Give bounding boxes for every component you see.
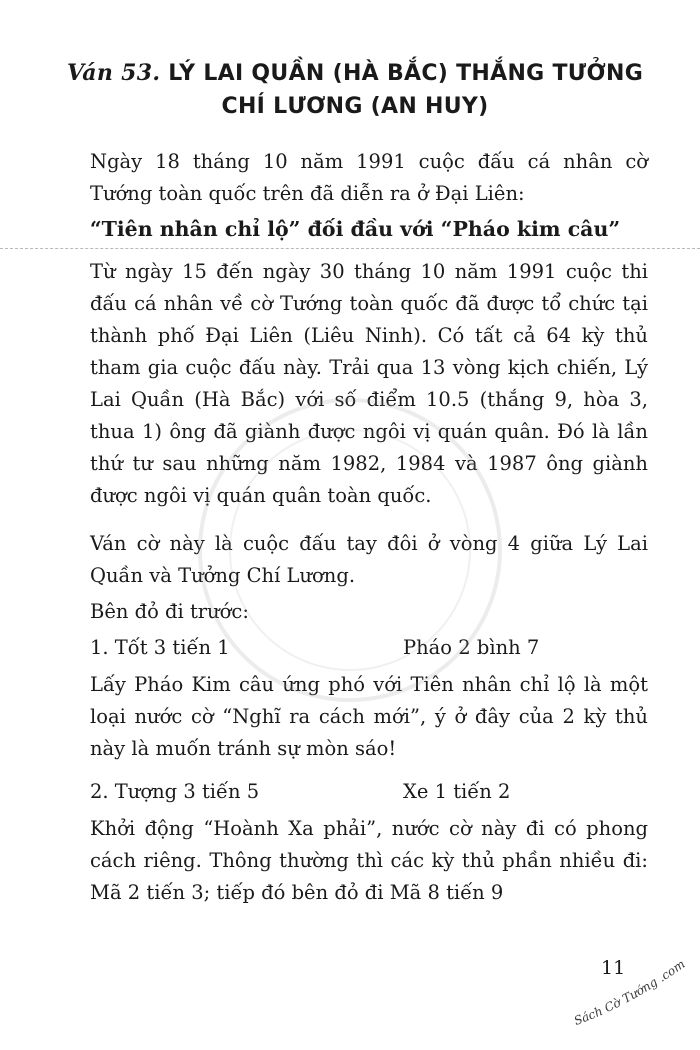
title-line-1: LÝ LAI QUẦN (HÀ BẮC) THẮNG TƯỞNG [160,61,644,86]
intro-paragraph: Ngày 18 tháng 10 năm 1991 cuộc đấu cá nhân cờ Tướng toàn quốc trên đã diễn ra ở Đại Liên: [90,150,648,205]
page-number: 11 [601,957,626,979]
move-row-1 [90,632,648,664]
red-move: 1. Tốt 3 tiến 1 [90,636,230,659]
game-number: Ván 53. [66,60,161,86]
black-move: Xe 1 tiến 2 [403,780,511,803]
body-paragraph-3: Bên đỏ đi trước: [90,600,249,623]
svg-text:Sách Cờ Tướng .com [572,957,687,1028]
red-move: 2. Tượng 3 tiến 5 [90,780,260,803]
body-paragraph-1: Từ ngày 15 đến ngày 30 tháng 10 năm 1991 cuộc thi đấu cá nhân về cờ Tướng toàn quốc đã được tổ chức tại thành phố Đại Liên (Liêu Ninh). Có tất cả 64 kỳ thủ tham gia cuộc đấu này. Trải qua 13 vòng kịch chiến, Lý Lai Quần (Hà Bắc) với số điểm 10.5 (thắng 9, hòa 3, thua 1) ông đã giành được ngôi vị quán quân. Đó là lần thứ tư sau những năm 1982, 1984 và 1987 ông giành được ngôi vị quán quân toàn quốc. [90,260,648,507]
move-row-2 [90,776,648,808]
body-paragraph-5: Khởi động “Hoành Xa phải”, nước cờ này đi có phong cách riêng. Thông thường thì các kỳ thủ phần nhiều đi: Mã 2 tiến 3; tiếp đó bên đỏ đi Mã 8 tiến 9 [90,817,648,904]
black-move: Pháo 2 bình 7 [403,636,540,659]
body-paragraph-4: Lấy Pháo Kim câu ứng phó với Tiên nhân chỉ lộ là một loại nước cờ “Nghĩ ra cách mới”, ý ở đây của 2 kỳ thủ này là muốn tránh sự mòn sáo! [90,673,648,760]
section-subheading: “Tiên nhân chỉ lộ” đối đầu với “Pháo kim câu” [89,217,621,241]
chapter-title [60,57,650,123]
site-watermark [568,955,698,1030]
title-line-2: CHÍ LƯƠNG (AN HUY) [221,94,489,119]
watermark-text: Sách Cờ Tướng .com [572,956,688,1028]
body-paragraph-2: Ván cờ này là cuộc đấu tay đôi ở vòng 4 giữa Lý Lai Quần và Tưởng Chí Lương. [90,532,648,587]
divider-rule [0,248,700,249]
